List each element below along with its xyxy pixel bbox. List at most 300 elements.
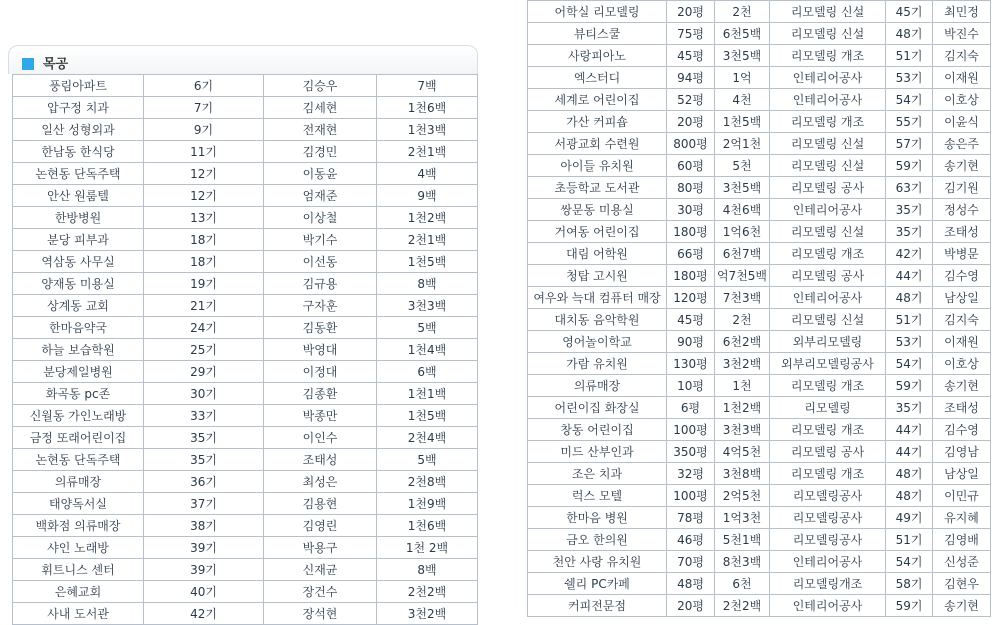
cohort-cell: 49기 <box>886 507 933 529</box>
cohort-cell: 51기 <box>886 309 933 331</box>
work-type-cell: 리모델링 신설 <box>770 155 886 177</box>
cohort-cell: 48기 <box>886 23 933 45</box>
area-cell: 20평 <box>667 111 715 133</box>
cohort-cell: 35기 <box>886 397 933 419</box>
work-type-cell: 인테리어공사 <box>770 551 886 573</box>
project-cell: 안산 원룸텔 <box>13 185 144 207</box>
cohort-cell: 40기 <box>144 581 264 603</box>
project-cell: 미드 산부인과 <box>528 441 667 463</box>
area-cell: 10평 <box>667 375 715 397</box>
cohort-cell: 37기 <box>144 493 264 515</box>
table-row <box>13 207 478 229</box>
cost-cell: 3천8백 <box>715 463 770 485</box>
cost-cell: 8백 <box>377 559 478 581</box>
cost-cell: 7백 <box>377 75 478 97</box>
project-cell: 백화점 의류매장 <box>13 515 144 537</box>
table-row <box>13 515 478 537</box>
project-cell: 화곡동 pc존 <box>13 383 144 405</box>
cohort-cell: 38기 <box>144 515 264 537</box>
project-cell: 여우와 늑대 컴퓨터 매장 <box>528 287 667 309</box>
table-row <box>13 141 478 163</box>
project-cell: 쉘리 PC카페 <box>528 573 667 595</box>
work-type-cell: 외부리모델링 <box>770 331 886 353</box>
name-cell: 이윤식 <box>933 111 991 133</box>
table-row <box>528 551 991 573</box>
name-cell: 송기현 <box>933 595 991 617</box>
name-cell: 김수영 <box>933 419 991 441</box>
name-cell: 최성은 <box>264 471 377 493</box>
project-cell: 아이들 유치원 <box>528 155 667 177</box>
project-cell: 한마음 병원 <box>528 507 667 529</box>
cost-cell: 1억 <box>715 67 770 89</box>
table-row <box>528 287 991 309</box>
name-cell: 송은주 <box>933 133 991 155</box>
cohort-cell: 12기 <box>144 185 264 207</box>
table-row <box>528 375 991 397</box>
area-cell: 60평 <box>667 155 715 177</box>
project-cell: 금정 또래어린이집 <box>13 427 144 449</box>
table-row <box>528 111 991 133</box>
name-cell: 장건수 <box>264 581 377 603</box>
cost-cell: 3천2백 <box>377 603 478 625</box>
cost-cell: 1천 <box>715 375 770 397</box>
cohort-cell: 7기 <box>144 97 264 119</box>
area-cell: 130평 <box>667 353 715 375</box>
table-row <box>528 419 991 441</box>
area-cell: 94평 <box>667 67 715 89</box>
project-cell: 한남동 한식당 <box>13 141 144 163</box>
work-type-cell: 리모델링 개조 <box>770 111 886 133</box>
area-cell: 32평 <box>667 463 715 485</box>
table-row <box>528 397 991 419</box>
project-cell: 풍림아파트 <box>13 75 144 97</box>
project-cell: 천안 사랑 유치원 <box>528 551 667 573</box>
project-cell: 하늘 보습학원 <box>13 339 144 361</box>
project-cell: 휘트니스 센터 <box>13 559 144 581</box>
cost-cell: 4억5천 <box>715 441 770 463</box>
project-cell: 대림 어학원 <box>528 243 667 265</box>
remodeling-table <box>527 0 991 617</box>
name-cell: 이상철 <box>264 207 377 229</box>
table-row <box>528 309 991 331</box>
work-type-cell: 리모델링공사 <box>770 507 886 529</box>
work-type-cell: 리모델링 공사 <box>770 441 886 463</box>
work-type-cell: 인테리어공사 <box>770 287 886 309</box>
project-cell: 분당제일병원 <box>13 361 144 383</box>
project-cell: 거여동 어린이집 <box>528 221 667 243</box>
work-type-cell: 인테리어공사 <box>770 67 886 89</box>
name-cell: 송기현 <box>933 375 991 397</box>
name-cell: 김현우 <box>933 573 991 595</box>
name-cell: 김세현 <box>264 97 377 119</box>
cost-cell: 3천3백 <box>377 295 478 317</box>
cost-cell: 2천2백 <box>377 581 478 603</box>
name-cell: 정성수 <box>933 199 991 221</box>
cohort-cell: 54기 <box>886 353 933 375</box>
area-cell: 45평 <box>667 309 715 331</box>
table-row <box>528 155 991 177</box>
cost-cell: 1천5백 <box>377 405 478 427</box>
table-row <box>13 603 478 625</box>
name-cell: 조태성 <box>933 397 991 419</box>
table-row <box>13 339 478 361</box>
table-row <box>13 163 478 185</box>
name-cell: 김수영 <box>933 265 991 287</box>
cost-cell: 5천1백 <box>715 529 770 551</box>
cost-cell: 1천 2백 <box>377 537 478 559</box>
name-cell: 김종환 <box>264 383 377 405</box>
work-type-cell: 리모델링 개조 <box>770 375 886 397</box>
table-row <box>13 383 478 405</box>
cohort-cell: 63기 <box>886 177 933 199</box>
cost-cell: 6천2백 <box>715 331 770 353</box>
table-row <box>528 243 991 265</box>
work-type-cell: 리모델링 개조 <box>770 45 886 67</box>
cohort-cell: 39기 <box>144 559 264 581</box>
area-cell: 100평 <box>667 485 715 507</box>
project-cell: 분당 피부과 <box>13 229 144 251</box>
cost-cell: 1억6천 <box>715 221 770 243</box>
name-cell: 조태성 <box>264 449 377 471</box>
cohort-cell: 25기 <box>144 339 264 361</box>
project-cell: 양재동 미용실 <box>13 273 144 295</box>
cost-cell: 1천2백 <box>715 397 770 419</box>
table-row <box>528 507 991 529</box>
cost-cell: 6천7백 <box>715 243 770 265</box>
work-type-cell: 인테리어공사 <box>770 199 886 221</box>
project-cell: 신월동 가인노래방 <box>13 405 144 427</box>
cohort-cell: 51기 <box>886 529 933 551</box>
table-row <box>528 441 991 463</box>
table-row <box>528 331 991 353</box>
work-type-cell: 리모델링 신설 <box>770 309 886 331</box>
work-type-cell: 리모델링 신설 <box>770 23 886 45</box>
table-row <box>528 45 991 67</box>
table-row <box>528 199 991 221</box>
cohort-cell: 33기 <box>144 405 264 427</box>
name-cell: 김용현 <box>264 493 377 515</box>
table-row <box>528 67 991 89</box>
project-cell: 의류매장 <box>13 471 144 493</box>
name-cell: 남상일 <box>933 287 991 309</box>
cohort-cell: 59기 <box>886 155 933 177</box>
area-cell: 80평 <box>667 177 715 199</box>
work-type-cell: 리모델링 <box>770 397 886 419</box>
table-row <box>528 353 991 375</box>
project-cell: 초등학교 도서관 <box>528 177 667 199</box>
project-cell: 한방병원 <box>13 207 144 229</box>
name-cell: 김경민 <box>264 141 377 163</box>
project-cell: 한마음약국 <box>13 317 144 339</box>
cost-cell: 억7천5백 <box>715 265 770 287</box>
table-row <box>13 119 478 141</box>
cohort-cell: 54기 <box>886 551 933 573</box>
area-cell: 75평 <box>667 23 715 45</box>
table-row <box>13 559 478 581</box>
name-cell: 이재원 <box>933 67 991 89</box>
cost-cell: 3천5백 <box>715 45 770 67</box>
cohort-cell: 12기 <box>144 163 264 185</box>
section-header <box>8 45 478 74</box>
cohort-cell: 24기 <box>144 317 264 339</box>
cohort-cell: 58기 <box>886 573 933 595</box>
project-cell: 조은 치과 <box>528 463 667 485</box>
cohort-cell: 9기 <box>144 119 264 141</box>
project-cell: 가람 유치원 <box>528 353 667 375</box>
project-cell: 은혜교회 <box>13 581 144 603</box>
cohort-cell: 13기 <box>144 207 264 229</box>
cost-cell: 5백 <box>377 449 478 471</box>
name-cell: 이정대 <box>264 361 377 383</box>
name-cell: 김영남 <box>933 441 991 463</box>
area-cell: 100평 <box>667 419 715 441</box>
cost-cell: 4백 <box>377 163 478 185</box>
name-cell: 유지혜 <box>933 507 991 529</box>
cohort-cell: 18기 <box>144 251 264 273</box>
table-row <box>13 97 478 119</box>
table-row <box>528 221 991 243</box>
cohort-cell: 6기 <box>144 75 264 97</box>
table-row <box>13 361 478 383</box>
name-cell: 이동윤 <box>264 163 377 185</box>
work-type-cell: 외부리모델링공사 <box>770 353 886 375</box>
project-cell: 쌍문동 미용실 <box>528 199 667 221</box>
cost-cell: 2억5천 <box>715 485 770 507</box>
project-cell: 럭스 모텔 <box>528 485 667 507</box>
work-type-cell: 리모델링 개조 <box>770 463 886 485</box>
name-cell: 이선동 <box>264 251 377 273</box>
project-cell: 커피전문점 <box>528 595 667 617</box>
project-cell: 샤인 노래방 <box>13 537 144 559</box>
cohort-cell: 19기 <box>144 273 264 295</box>
table-row <box>13 405 478 427</box>
area-cell: 30평 <box>667 199 715 221</box>
cohort-cell: 54기 <box>886 89 933 111</box>
carpentry-table <box>12 74 478 625</box>
cohort-cell: 18기 <box>144 229 264 251</box>
name-cell: 이재원 <box>933 331 991 353</box>
name-cell: 이인수 <box>264 427 377 449</box>
cohort-cell: 57기 <box>886 133 933 155</box>
name-cell: 구자훈 <box>264 295 377 317</box>
name-cell: 박기수 <box>264 229 377 251</box>
project-cell: 사내 도서관 <box>13 603 144 625</box>
cohort-cell: 35기 <box>144 427 264 449</box>
cost-cell: 1천6백 <box>377 515 478 537</box>
cost-cell: 3천5백 <box>715 177 770 199</box>
project-cell: 태양독서실 <box>13 493 144 515</box>
cost-cell: 8백 <box>377 273 478 295</box>
name-cell: 장석현 <box>264 603 377 625</box>
cohort-cell: 39기 <box>144 537 264 559</box>
name-cell: 김지숙 <box>933 309 991 331</box>
area-cell: 350평 <box>667 441 715 463</box>
table-row <box>528 177 991 199</box>
project-cell: 논현동 단독주택 <box>13 449 144 471</box>
table-row <box>528 133 991 155</box>
cost-cell: 4천6백 <box>715 199 770 221</box>
table-row <box>13 581 478 603</box>
table-row <box>528 529 991 551</box>
area-cell: 20평 <box>667 595 715 617</box>
table-row <box>13 493 478 515</box>
area-cell: 66평 <box>667 243 715 265</box>
area-cell: 120평 <box>667 287 715 309</box>
table-row <box>13 185 478 207</box>
project-cell: 영어놀이학교 <box>528 331 667 353</box>
area-cell: 78평 <box>667 507 715 529</box>
area-cell: 20평 <box>667 1 715 23</box>
table-row <box>528 265 991 287</box>
cost-cell: 3천3백 <box>715 419 770 441</box>
cost-cell: 6백 <box>377 361 478 383</box>
area-cell: 70평 <box>667 551 715 573</box>
cost-cell: 1천9백 <box>377 493 478 515</box>
cohort-cell: 29기 <box>144 361 264 383</box>
table-row <box>528 595 991 617</box>
name-cell: 신재균 <box>264 559 377 581</box>
project-cell: 상계동 교회 <box>13 295 144 317</box>
work-type-cell: 리모델링공사 <box>770 485 886 507</box>
cost-cell: 2천2백 <box>715 595 770 617</box>
area-cell: 180평 <box>667 221 715 243</box>
cost-cell: 1천5백 <box>377 251 478 273</box>
work-type-cell: 인테리어공사 <box>770 595 886 617</box>
cost-cell: 2천8백 <box>377 471 478 493</box>
cost-cell: 1천4백 <box>377 339 478 361</box>
table-row <box>13 317 478 339</box>
work-type-cell: 리모델링 공사 <box>770 265 886 287</box>
project-cell: 엑스터디 <box>528 67 667 89</box>
cost-cell: 8천3백 <box>715 551 770 573</box>
cost-cell: 1천1백 <box>377 383 478 405</box>
cohort-cell: 42기 <box>144 603 264 625</box>
name-cell: 김규용 <box>264 273 377 295</box>
cohort-cell: 44기 <box>886 441 933 463</box>
cost-cell: 2천1백 <box>377 141 478 163</box>
name-cell: 김지숙 <box>933 45 991 67</box>
project-cell: 어학실 리모델링 <box>528 1 667 23</box>
table-row <box>528 1 991 23</box>
name-cell: 송기현 <box>933 155 991 177</box>
cohort-cell: 45기 <box>886 1 933 23</box>
cost-cell: 9백 <box>377 185 478 207</box>
project-cell: 의류매장 <box>528 375 667 397</box>
table-row <box>13 537 478 559</box>
cost-cell: 1천3백 <box>377 119 478 141</box>
table-row <box>13 449 478 471</box>
project-cell: 역삼동 사무실 <box>13 251 144 273</box>
name-cell: 박진수 <box>933 23 991 45</box>
project-cell: 뷰티스쿨 <box>528 23 667 45</box>
cost-cell: 6천5백 <box>715 23 770 45</box>
area-cell: 48평 <box>667 573 715 595</box>
cohort-cell: 35기 <box>144 449 264 471</box>
cohort-cell: 59기 <box>886 595 933 617</box>
work-type-cell: 리모델링개조 <box>770 573 886 595</box>
cost-cell: 4천 <box>715 89 770 111</box>
name-cell: 남상일 <box>933 463 991 485</box>
area-cell: 45평 <box>667 45 715 67</box>
table-row <box>13 75 478 97</box>
cohort-cell: 11기 <box>144 141 264 163</box>
project-cell: 대치동 음악학원 <box>528 309 667 331</box>
project-cell: 서광교회 수련원 <box>528 133 667 155</box>
work-type-cell: 리모델링 개조 <box>770 419 886 441</box>
name-cell: 박영대 <box>264 339 377 361</box>
name-cell: 김영린 <box>264 515 377 537</box>
work-type-cell: 리모델링공사 <box>770 529 886 551</box>
table-row <box>13 273 478 295</box>
table-row <box>13 427 478 449</box>
cohort-cell: 30기 <box>144 383 264 405</box>
cohort-cell: 35기 <box>886 199 933 221</box>
project-cell: 압구정 치과 <box>13 97 144 119</box>
cost-cell: 2천 <box>715 309 770 331</box>
area-cell: 800평 <box>667 133 715 155</box>
name-cell: 이호상 <box>933 353 991 375</box>
square-bullet-icon <box>22 58 34 70</box>
project-cell: 논현동 단독주택 <box>13 163 144 185</box>
table-row <box>528 485 991 507</box>
cohort-cell: 48기 <box>886 485 933 507</box>
name-cell: 조태성 <box>933 221 991 243</box>
work-type-cell: 리모델링 공사 <box>770 177 886 199</box>
cost-cell: 1천2백 <box>377 207 478 229</box>
name-cell: 최민정 <box>933 1 991 23</box>
cost-cell: 5천 <box>715 155 770 177</box>
cohort-cell: 21기 <box>144 295 264 317</box>
cohort-cell: 44기 <box>886 265 933 287</box>
table-row <box>13 471 478 493</box>
cost-cell: 2천4백 <box>377 427 478 449</box>
name-cell: 전재현 <box>264 119 377 141</box>
cohort-cell: 42기 <box>886 243 933 265</box>
project-cell: 사랑피아노 <box>528 45 667 67</box>
work-type-cell: 리모델링 신설 <box>770 221 886 243</box>
cost-cell: 1천6백 <box>377 97 478 119</box>
project-cell: 창동 어린이집 <box>528 419 667 441</box>
cohort-cell: 36기 <box>144 471 264 493</box>
section-title: 목공 <box>43 57 69 72</box>
left-section <box>8 45 478 625</box>
project-cell: 청탑 고시원 <box>528 265 667 287</box>
cohort-cell: 48기 <box>886 287 933 309</box>
cost-cell: 2천 <box>715 1 770 23</box>
area-cell: 90평 <box>667 331 715 353</box>
project-cell: 금오 한의원 <box>528 529 667 551</box>
name-cell: 이민규 <box>933 485 991 507</box>
cost-cell: 1천5백 <box>715 111 770 133</box>
area-cell: 6평 <box>667 397 715 419</box>
name-cell: 신성준 <box>933 551 991 573</box>
area-cell: 180평 <box>667 265 715 287</box>
cohort-cell: 53기 <box>886 67 933 89</box>
cost-cell: 6천 <box>715 573 770 595</box>
name-cell: 박용구 <box>264 537 377 559</box>
work-type-cell: 리모델링 신설 <box>770 1 886 23</box>
table-row <box>528 89 991 111</box>
cost-cell: 2억1천 <box>715 133 770 155</box>
table-row <box>528 23 991 45</box>
work-type-cell: 리모델링 신설 <box>770 133 886 155</box>
area-cell: 52평 <box>667 89 715 111</box>
cost-cell: 1억3천 <box>715 507 770 529</box>
work-type-cell: 리모델링 개조 <box>770 243 886 265</box>
name-cell: 김기원 <box>933 177 991 199</box>
name-cell: 박종만 <box>264 405 377 427</box>
cohort-cell: 44기 <box>886 419 933 441</box>
